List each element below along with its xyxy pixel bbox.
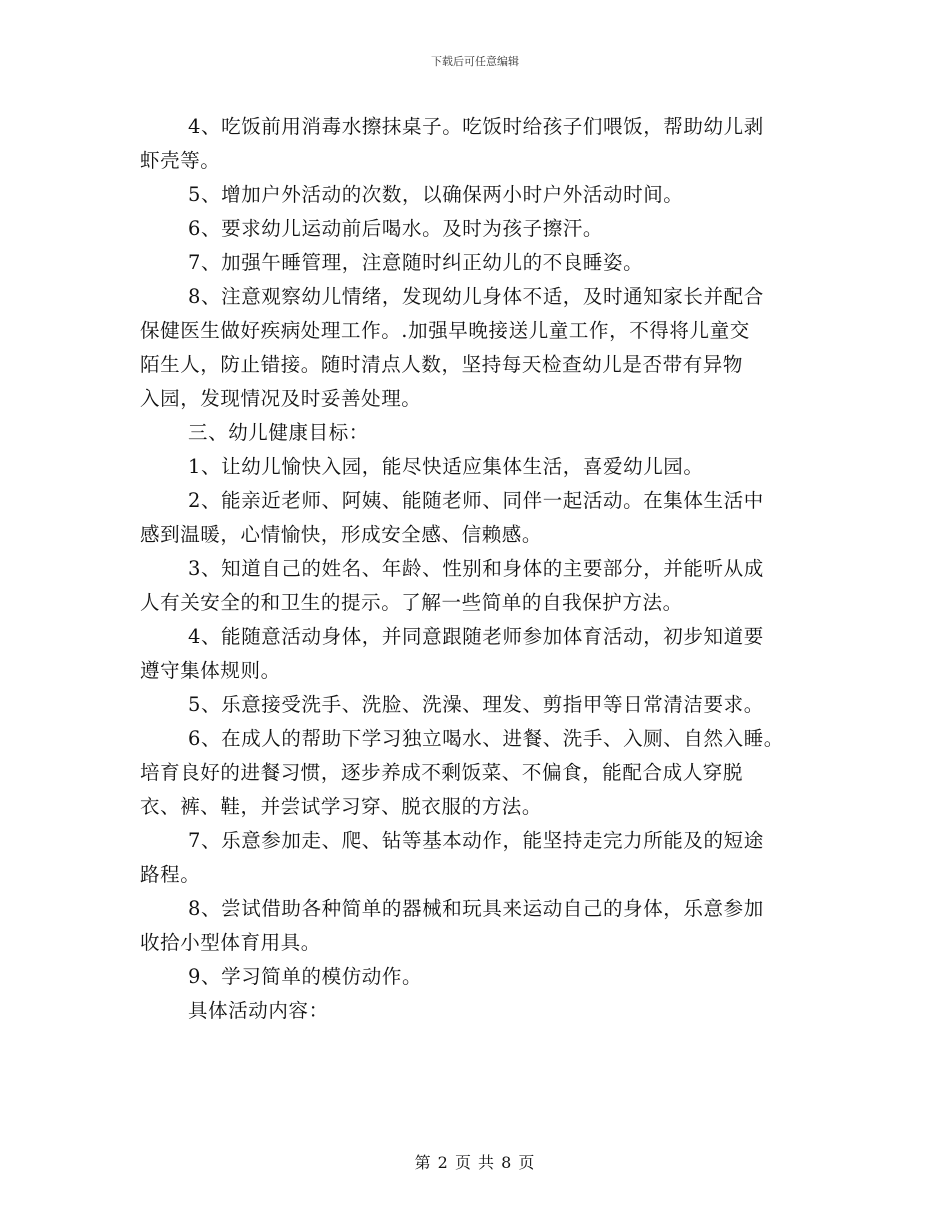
text-line: 培育良好的进餐习惯，逐步养成不剩饭菜、不偏食，能配合成人穿脱 <box>140 761 744 784</box>
text-line: 4、吃饭前用消毒水擦抹桌子。吃饭时给孩子们喂饭，帮助幼儿剥 <box>188 115 764 138</box>
text-line: 7、加强午睡管理，注意随时纠正幼儿的不良睡姿。 <box>188 251 644 274</box>
text-line: 3、知道自己的姓名、年龄、性别和身体的主要部分，并能听从成 <box>188 557 764 580</box>
text-line: 保健医生做好疾病处理工作。.加强早晚接送儿童工作，不得将儿童交 <box>140 319 750 342</box>
text-line: 8、尝试借助各种简单的器械和玩具来运动自己的身体，乐意参加 <box>188 897 764 920</box>
text-line: 6、要求幼儿运动前后喝水。及时为孩子擦汗。 <box>188 217 604 240</box>
document-body <box>140 110 820 1028</box>
text-line: 三、幼儿健康目标： <box>188 421 369 444</box>
text-line: 8、注意观察幼儿情绪，发现幼儿身体不适，及时通知家长并配合 <box>188 285 764 308</box>
text-line: 虾壳等。 <box>140 149 221 172</box>
text-line: 9、学习简单的模仿动作。 <box>188 965 423 988</box>
text-line: 5、增加户外活动的次数，以确保两小时户外活动时间。 <box>188 183 684 206</box>
text-line: 5、乐意接受洗手、洗脸、洗澡、理发、剪指甲等日常清洁要求。 <box>188 693 764 716</box>
text-line: 人有关安全的和卫生的提示。了解一些简单的自我保护方法。 <box>140 591 683 614</box>
text-line: 衣、裤、鞋，并尝试学习穿、脱衣服的方法。 <box>140 795 543 818</box>
text-line: 具体活动内容： <box>188 999 329 1022</box>
text-line: 1、让幼儿愉快入园，能尽快适应集体生活，喜爱幼儿园。 <box>188 455 704 478</box>
text-line: 收拾小型体育用具。 <box>140 931 321 954</box>
text-line: 4、能随意活动身体，并同意跟随老师参加体育活动，初步知道要 <box>188 625 764 648</box>
text-line: 2、能亲近老师、阿姨、能随老师、同伴一起活动。在集体生活中 <box>188 489 764 512</box>
text-line: 路程。 <box>140 863 201 886</box>
text-line: 感到温暖，心情愉快，形成安全感、信赖感。 <box>140 523 543 546</box>
text-line: 遵守集体规则。 <box>140 659 281 682</box>
text-line: 陌生人，防止错接。随时清点人数，坚持每天检查幼儿是否带有异物 <box>140 353 744 376</box>
page-number: 第 2 页 共 8 页 <box>414 1153 536 1172</box>
text-line: 6、在成人的帮助下学习独立喝水、进餐、洗手、入厕、自然入睡。 <box>188 727 784 750</box>
text-line: 7、乐意参加走、爬、钻等基本动作，能坚持走完力所能及的短途 <box>188 829 764 852</box>
text-line: 入园，发现情况及时妥善处理。 <box>140 387 422 410</box>
page-header: 下载后可任意编辑 <box>431 55 519 68</box>
